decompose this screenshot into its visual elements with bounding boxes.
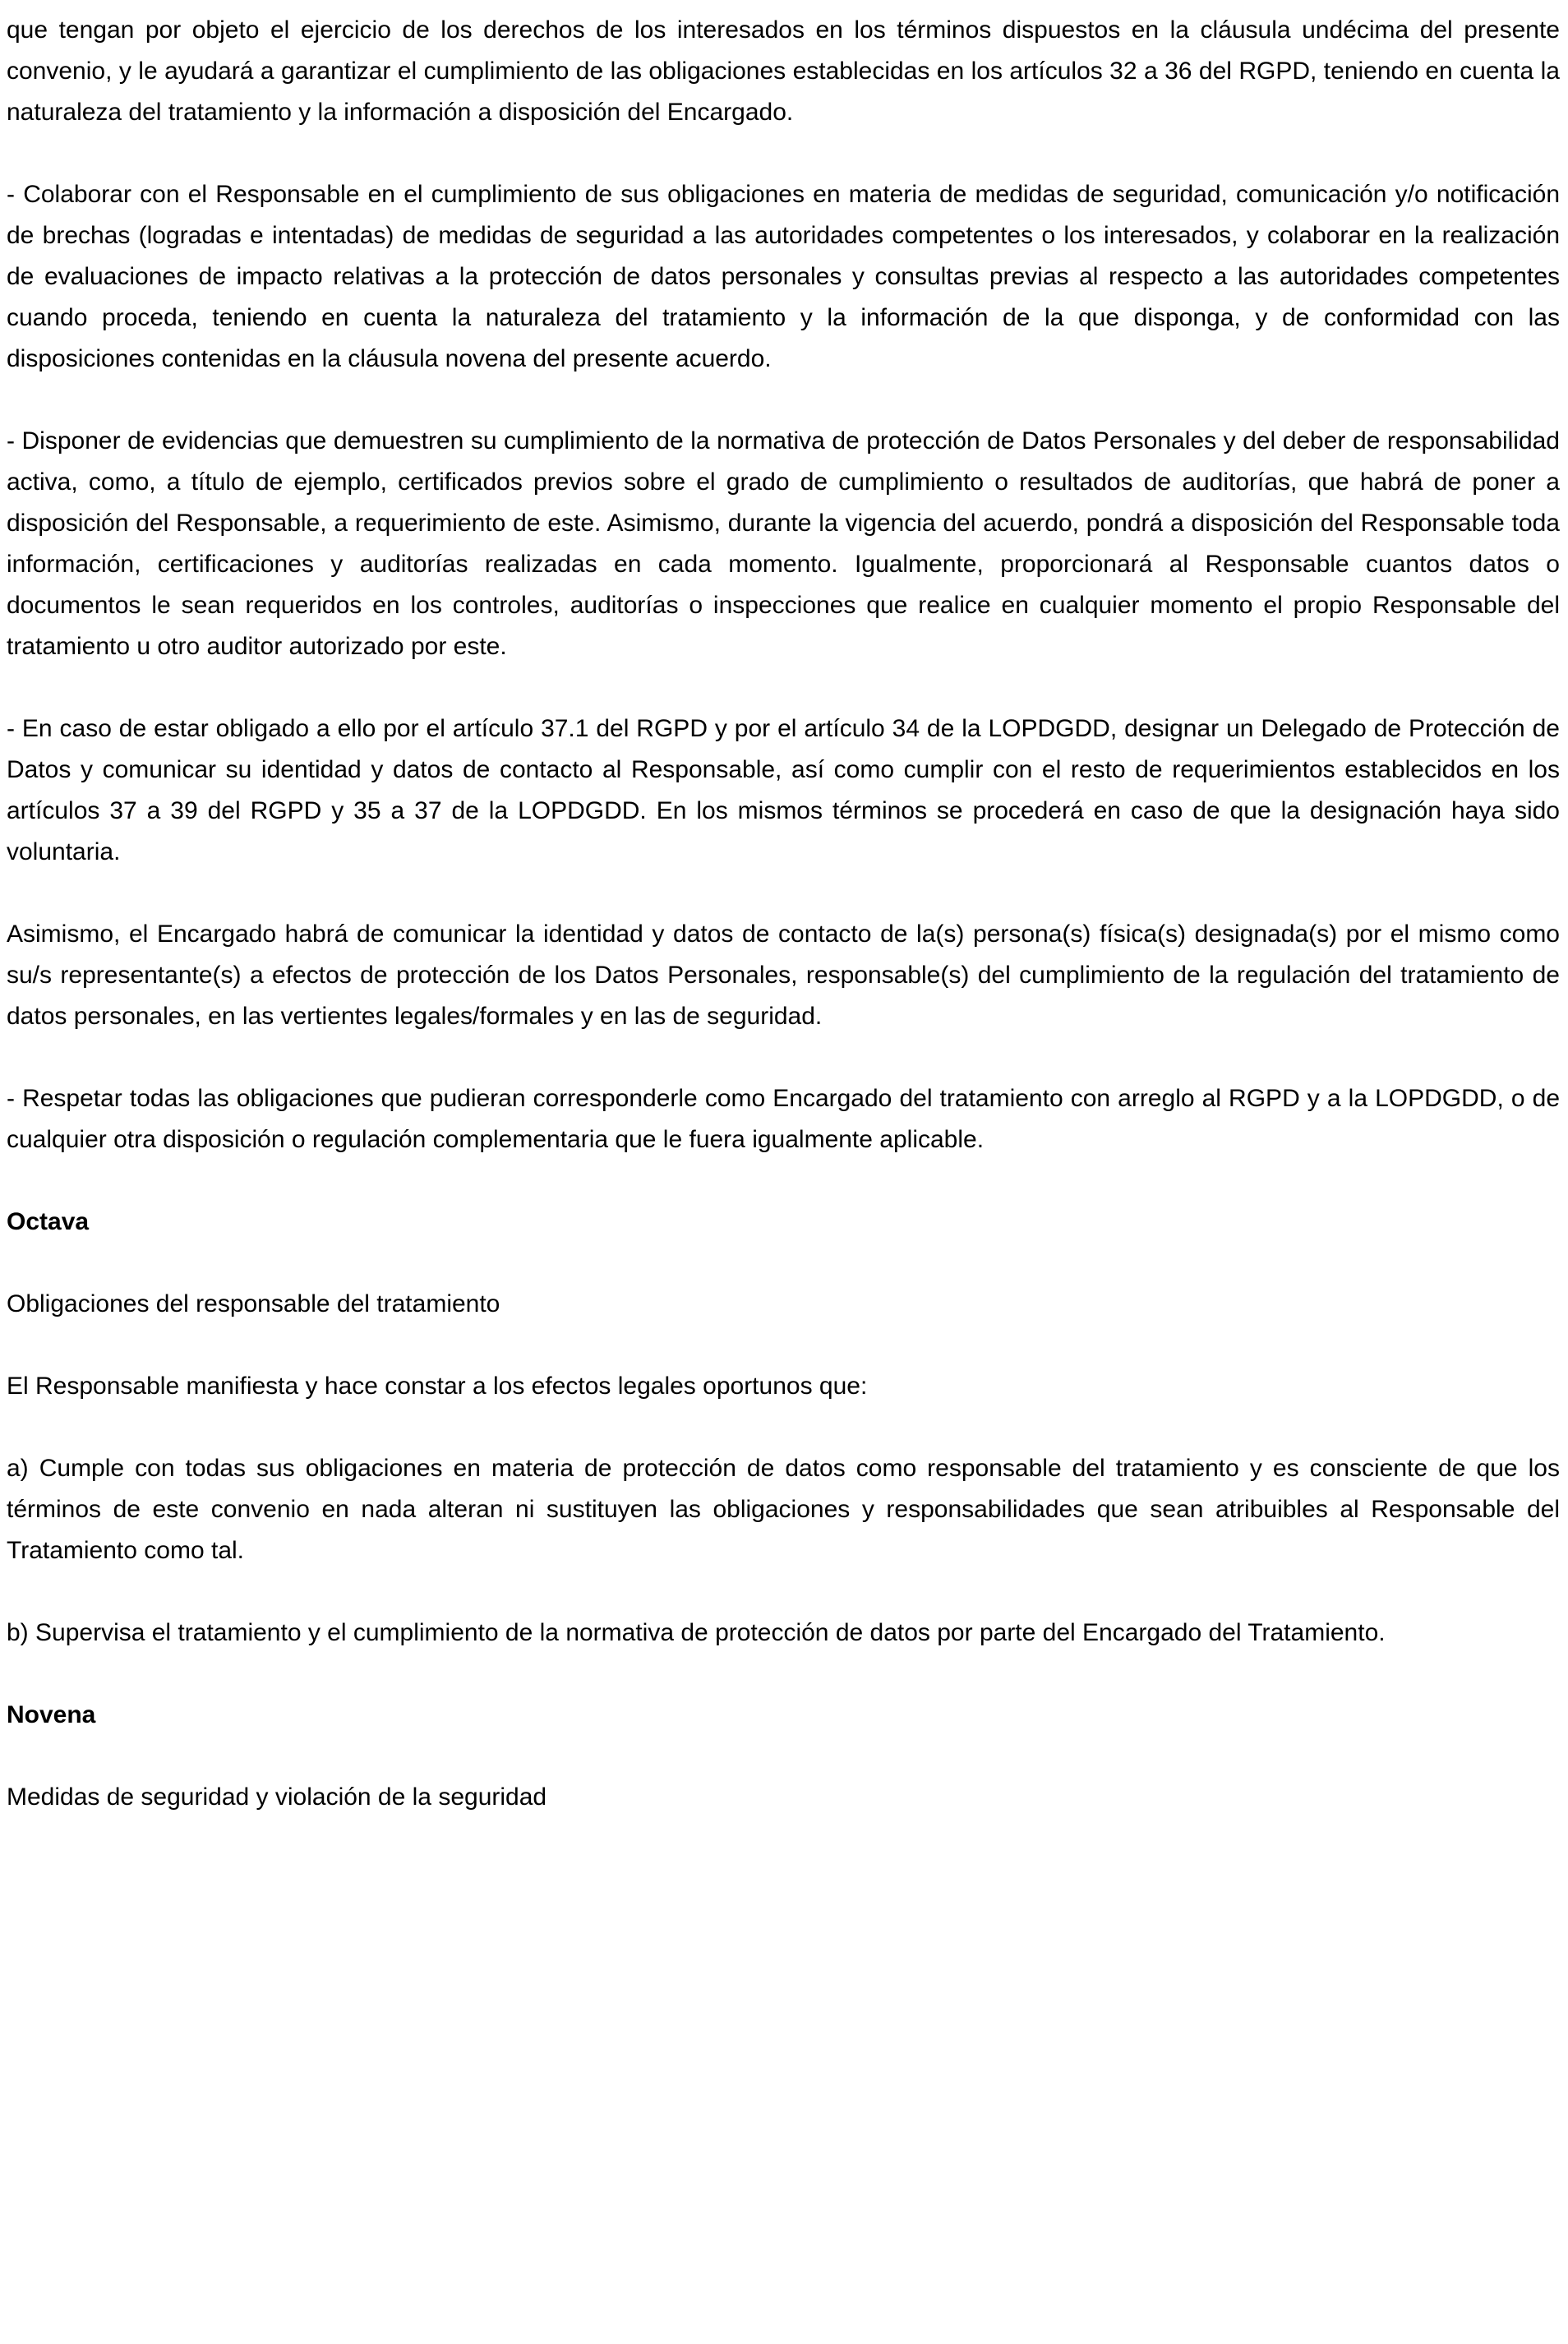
bullet-en-caso-paragraph: - En caso de estar obligado a ello por el artículo 37.1 del RGPD y por el artículo 34 de la LOPDGDD, designar un Delegado de Protección de Datos y comunicar su identidad y datos de contacto al Responsable, así como cumplir con el resto de requerimientos establecidos en los artículos 37 a 39 del RGPD y 35 a 37 de la LOPDGDD. En los mismos términos se procederá en caso de que la designación haya sido voluntaria. (7, 715, 1560, 865)
subheading-medidas-seguridad: Medidas de seguridad y violación de la seguridad (7, 1783, 547, 1811)
subheading-obligaciones-responsable: Obligaciones del responsable del tratamiento (7, 1290, 500, 1317)
list-item-a: a) Cumple con todas sus obligaciones en materia de protección de datos como responsable del tratamiento y es consciente de que los términos de este convenio en nada alteran ni sustituyen las obligaciones y responsabilidades que sean atribuibles al Responsable del Tratamiento como tal. (7, 1455, 1560, 1564)
heading-novena: Novena (7, 1701, 96, 1728)
heading-octava: Octava (7, 1208, 90, 1235)
list-item-b: b) Supervisa el tratamiento y el cumplimiento de la normativa de protección de datos por parte del Encargado del Tratamiento. (7, 1619, 1386, 1646)
clause-continuation-paragraph: que tengan por objeto el ejercicio de los derechos de los interesados en los términos dispuestos en la cláusula undécima del presente convenio, y le ayudará a garantizar el cumplimiento de las obligaciones establecidas en los artículos 32 a 36 del RGPD, teniendo en cuenta la naturaleza del tratamiento y la información a disposición del Encargado. (7, 16, 1560, 126)
bullet-colaborar-paragraph: - Colaborar con el Responsable en el cumplimiento de sus obligaciones en materia de medidas de seguridad, comunicación y/o notificación de brechas (logradas e intentadas) de medidas de seguridad a las autoridades competentes o los interesados, y colaborar en la realización de evaluaciones de impacto relativas a la protección de datos personales y consultas previas al respecto a las autoridades competentes cuando proceda, teniendo en cuenta la naturaleza del tratamiento y la información de la que disponga, y de conformidad con las disposiciones contenidas en la cláusula novena del presente acuerdo. (7, 181, 1560, 372)
bullet-disponer-paragraph: - Disponer de evidencias que demuestren su cumplimiento de la normativa de protección de Datos Personales y del deber de responsabilidad activa, como, a título de ejemplo, certificados previos sobre el grado de cumplimiento o resultados de auditorías, que habrá de poner a disposición del Responsable, a requerimiento de este. Asimismo, durante la vigencia del acuerdo, pondrá a disposición del Responsable toda información, certificaciones y auditorías realizadas en cada momento. Igualmente, proporcionará al Responsable cuantos datos o documentos le sean requeridos en los controles, auditorías o inspecciones que realice en cualquier momento el propio Responsable del tratamiento u otro auditor autorizado por este. (7, 427, 1560, 660)
bullet-respetar-paragraph: - Respetar todas las obligaciones que pudieran corresponderle como Encargado del tratamiento con arreglo al RGPD y a la LOPDGDD, o de cualquier otra disposición o regulación complementaria que le fuera igualmente aplicable. (7, 1085, 1560, 1153)
responsable-manifiesta-paragraph: El Responsable manifiesta y hace constar a los efectos legales oportunos que: (7, 1373, 868, 1400)
asimismo-paragraph: Asimismo, el Encargado habrá de comunicar la identidad y datos de contacto de la(s) persona(s) física(s) designada(s) por el mismo como su/s representante(s) a efectos de protección de los Datos Personales, responsable(s) del cumplimiento de la regulación del tratamiento de datos personales, en las vertientes legales/formales y en las de seguridad. (7, 921, 1560, 1030)
